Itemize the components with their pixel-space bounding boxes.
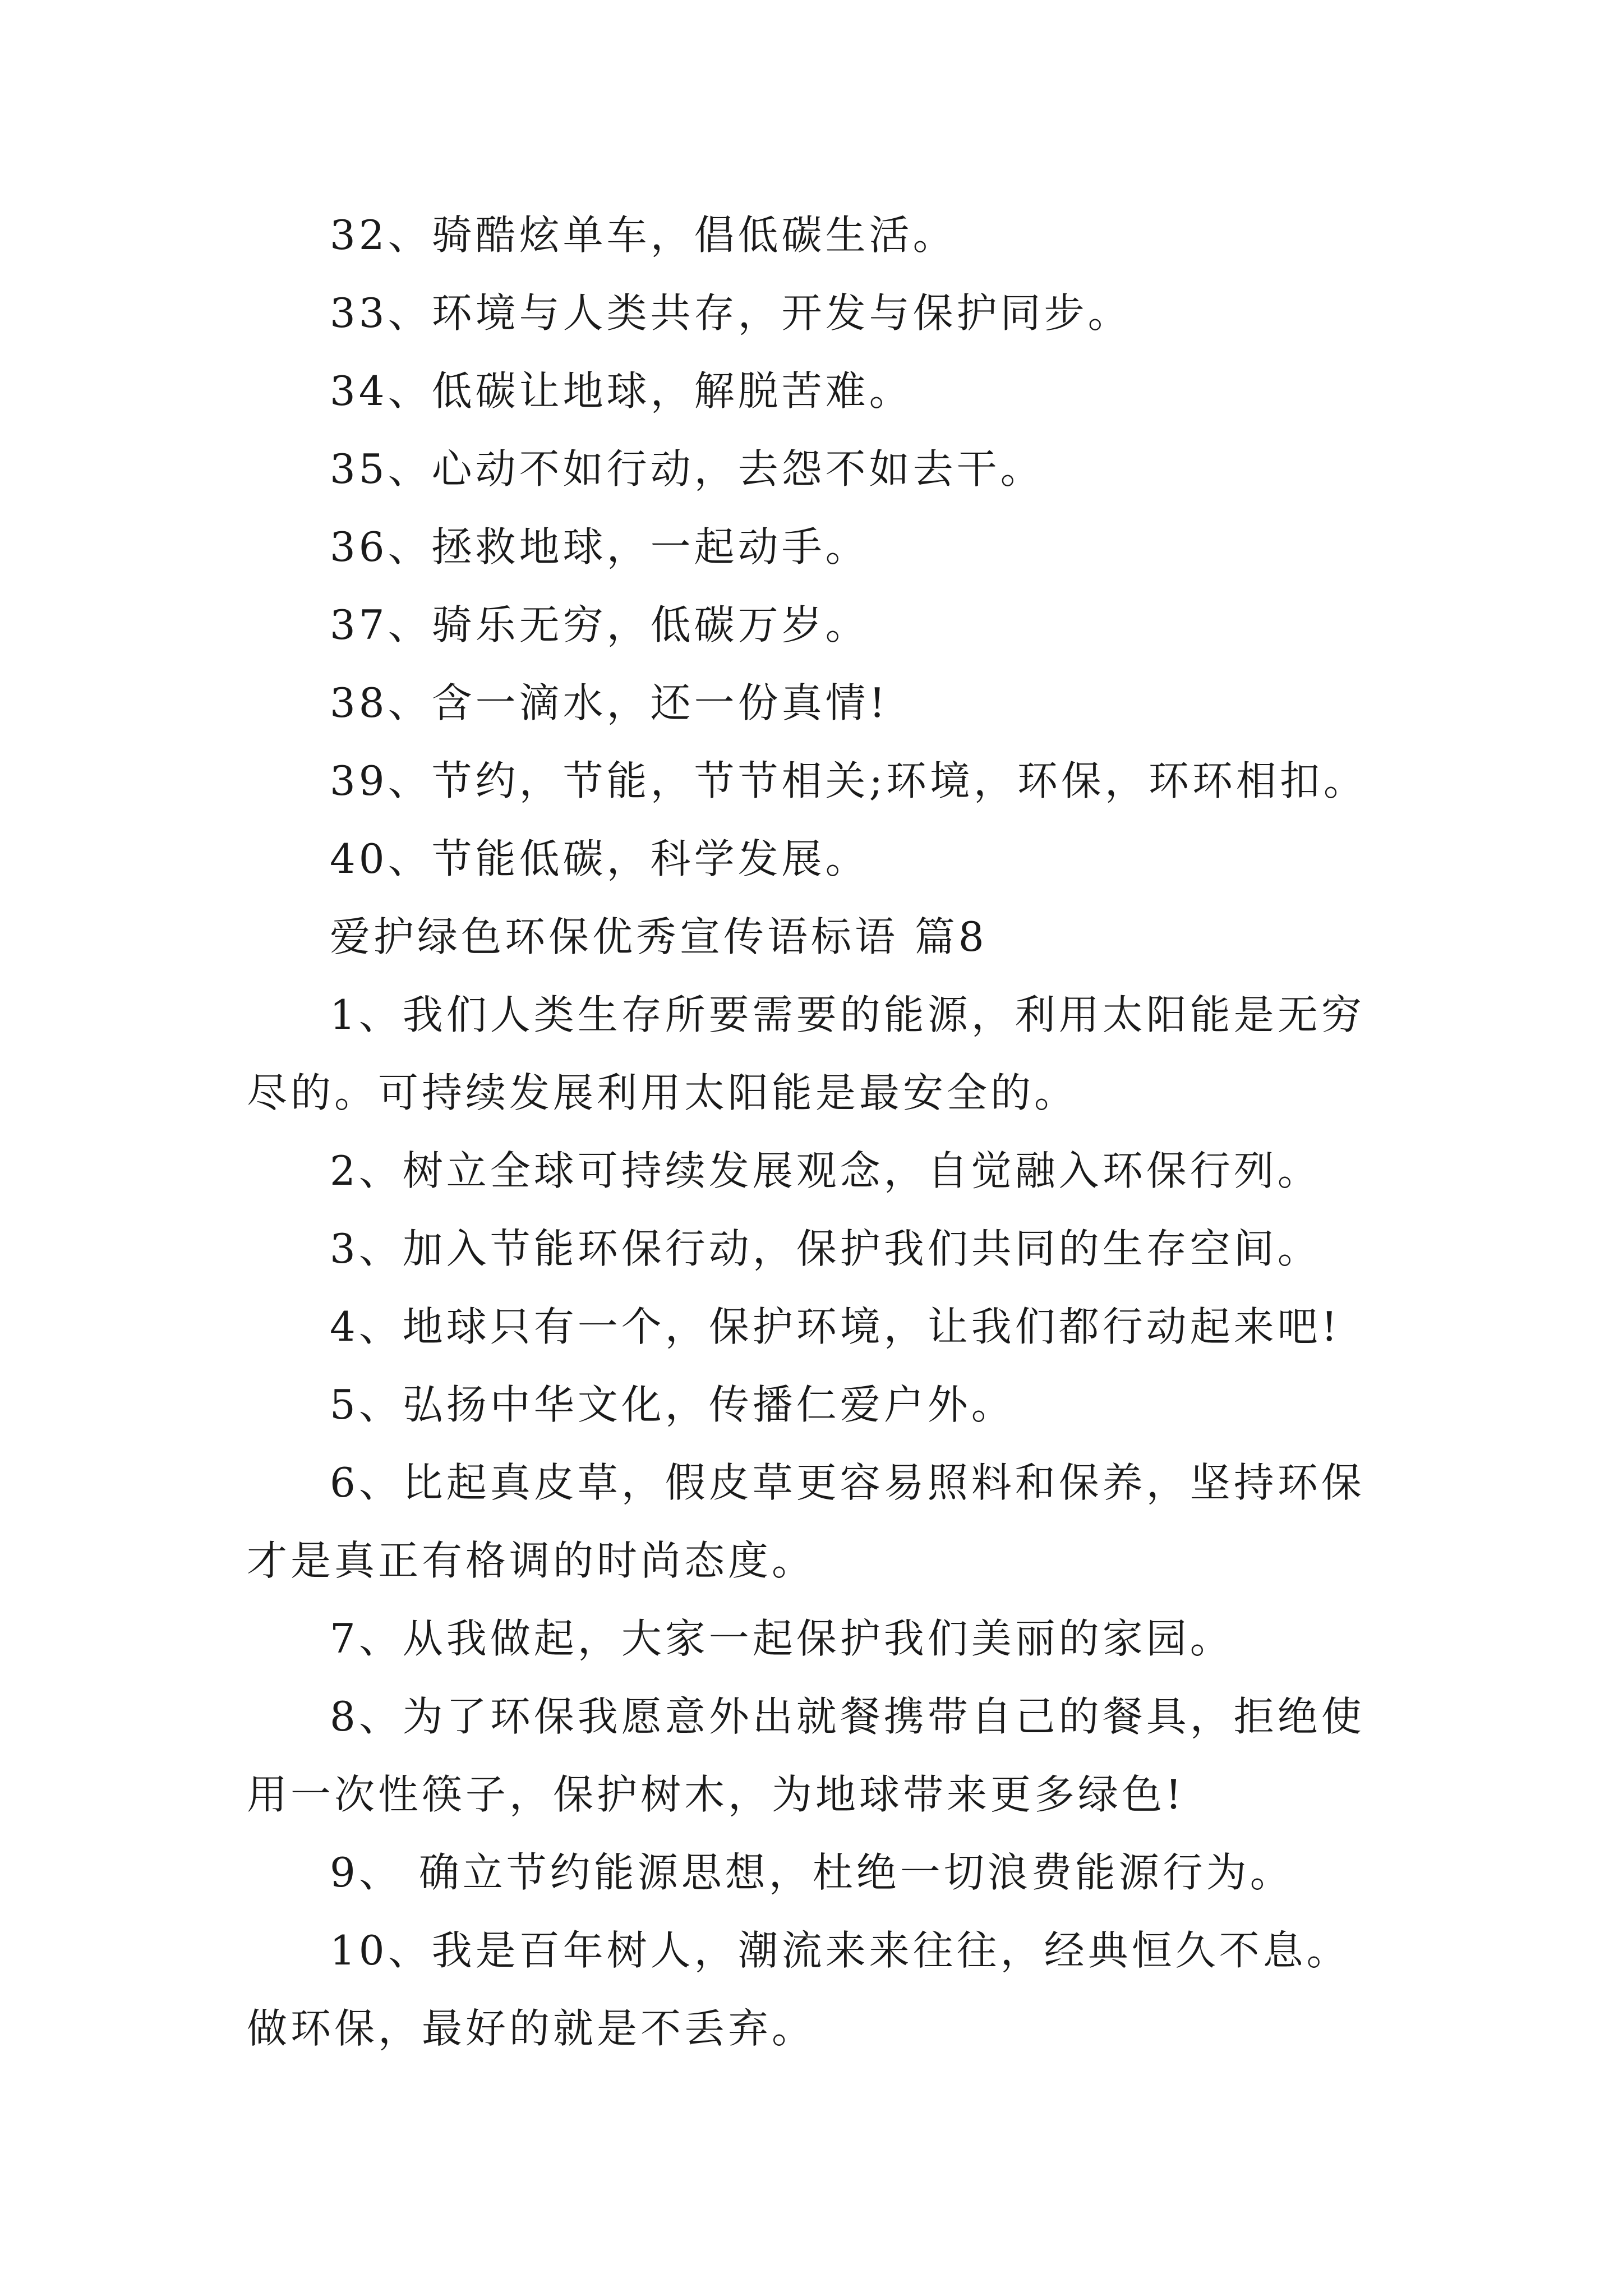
list-item-36: 36、拯救地球，一起动手。 bbox=[330, 523, 869, 570]
section-heading: 爱护绿色环保优秀宣传语标语 篇8 bbox=[330, 913, 988, 960]
list-item-37: 37、骑乐无穷，低碳万岁。 bbox=[330, 601, 869, 648]
list-item-6: 6、比起真皮草，假皮草更容易照料和保养，坚持环保才是真正有格调的时尚态度。 bbox=[247, 1459, 1365, 1584]
list-item-8: 8、为了环保我愿意外出就餐携带自己的餐具，拒绝使用一次性筷子，保护树木，为地球带来更多绿色! bbox=[247, 1693, 1365, 1818]
list-item-4: 4、地球只有一个，保护环境，让我们都行动起来吧! bbox=[330, 1303, 1341, 1350]
list-item-33: 33、环境与人类共存，开发与保护同步。 bbox=[330, 289, 1132, 337]
list-item-5: 5、弘扬中华文化，传播仁爱户外。 bbox=[330, 1381, 1015, 1428]
list-item-32: 32、骑酷炫单车，倡低碳生活。 bbox=[330, 211, 957, 259]
list-item-40: 40、节能低碳，科学发展。 bbox=[330, 835, 869, 882]
list-item-39: 39、节约，节能，节节相关;环境，环保，环环相扣。 bbox=[330, 757, 1367, 804]
list-item-3: 3、加入节能环保行动，保护我们共同的生存空间。 bbox=[330, 1225, 1321, 1272]
list-item-35: 35、心动不如行动，去怨不如去干。 bbox=[330, 445, 1044, 493]
list-item-7: 7、从我做起，大家一起保护我们美丽的家园。 bbox=[330, 1615, 1234, 1662]
list-item-10: 10、我是百年树人，潮流来来往往，经典恒久不息。做环保，最好的就是不丢弃。 bbox=[247, 1927, 1350, 2052]
list-item-2: 2、树立全球可持续发展观念，自觉融入环保行列。 bbox=[330, 1147, 1321, 1194]
list-item-34: 34、低碳让地球，解脱苦难。 bbox=[330, 367, 913, 415]
document-body bbox=[247, 196, 1385, 2068]
list-item-9: 9、 确立节约能源思想，杜绝一切浪费能源行为。 bbox=[330, 1849, 1294, 1896]
list-item-1: 1、我们人类生存所要需要的能源，利用太阳能是无穷尽的。可持续发展利用太阳能是最安全的。 bbox=[247, 991, 1365, 1116]
list-item-38: 38、含一滴水，还一份真情! bbox=[330, 679, 889, 726]
